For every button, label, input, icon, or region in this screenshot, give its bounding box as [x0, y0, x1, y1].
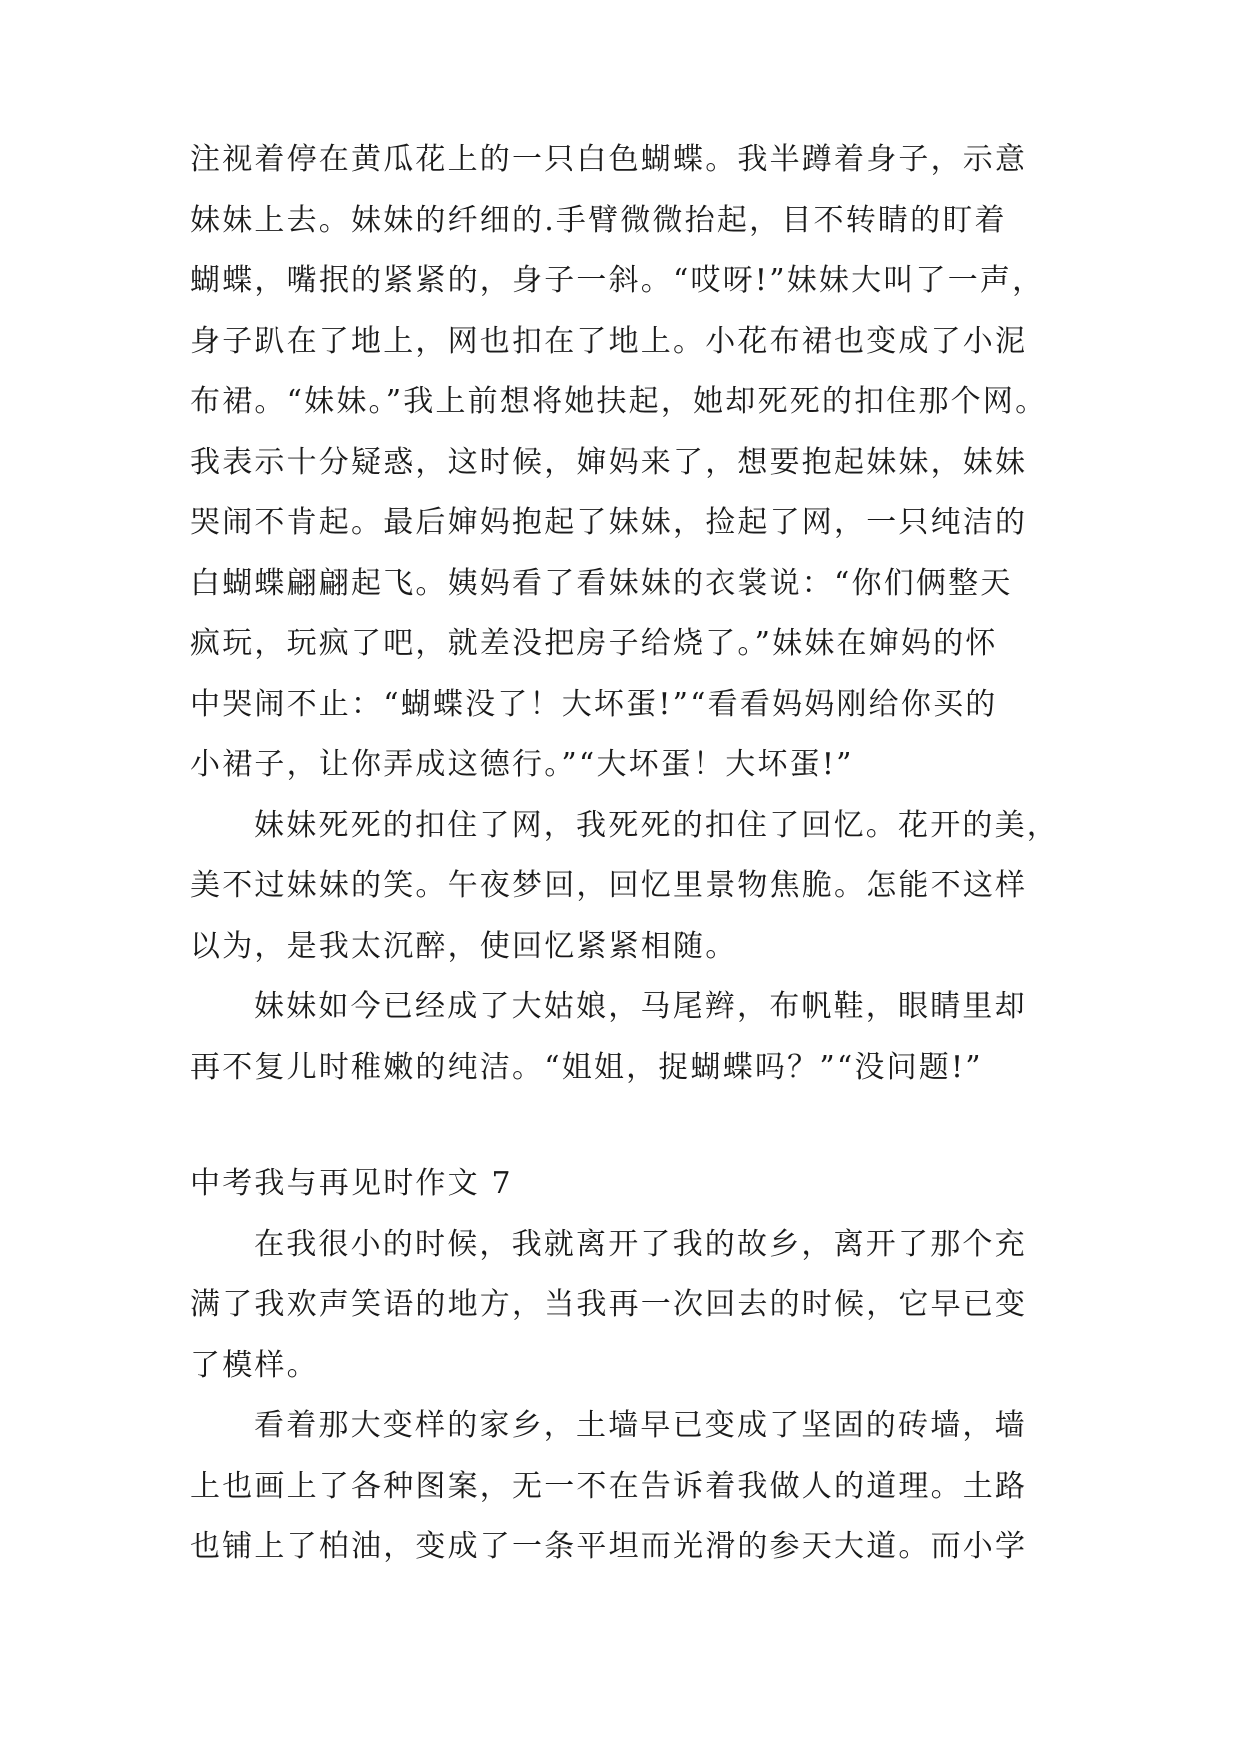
text-line: 妹妹如今已经成了大姑娘，马尾辫，布帆鞋，眼睛里却 [254, 989, 1027, 1024]
paragraph-continuation [190, 130, 1050, 796]
paragraph-2 [190, 796, 1059, 978]
paragraph-5 [190, 1396, 1050, 1578]
text-line: 小裙子，让你弄成这德行。”“大坏蛋！大坏蛋!” [190, 747, 854, 782]
text-line: 在我很小的时候，我就离开了我的故乡，离开了那个充 [254, 1226, 1027, 1262]
text-line: 蝴蝶，嘴抿的紧紧的，身子一斜。“哎呀!”妹妹大叫了一声， [190, 263, 1045, 298]
section-spacer [190, 1098, 1050, 1154]
text-line: 上也画上了各种图案，无一不在告诉着我做人的道理。土路 [190, 1468, 1028, 1504]
text-line: 看着那大变样的家乡，土墙早已变成了坚固的砖墙，墙 [254, 1408, 1027, 1443]
text-line: 妹妹死死的扣住了网，我死死的扣住了回忆。花开的美， [254, 807, 1059, 843]
paragraph-4 [190, 1215, 1050, 1397]
text-line: 满了我欢声笑语的地方，当我再一次回去的时候，它早已变 [190, 1287, 1028, 1322]
text-line: 中哭闹不止：“蝴蝶没了！大坏蛋!”“看看妈妈刚给你买的 [190, 686, 998, 722]
text-line: 也铺上了柏油，变成了一条平坦而光滑的参天大道。而小学 [190, 1529, 1028, 1564]
text-line: 布裙。“妹妹。”我上前想将她扶起，她却死死的扣住那个网。 [190, 384, 1048, 419]
text-line: 注视着停在黄瓜花上的一只白色蝴蝶。我半蹲着身子，示意 [190, 142, 1028, 177]
text-line: 再不复儿时稚嫩的纯洁。“姐姐，捉蝴蝶吗？”“没问题!” [190, 1049, 983, 1085]
paragraph-3 [190, 977, 1050, 1098]
text-line: 以为，是我太沉醉，使回忆紧紧相随。 [190, 928, 738, 964]
text-line: 哭闹不肯起。最后婶妈抱起了妹妹，捡起了网，一只纯洁的 [190, 505, 1028, 540]
text-line: 我表示十分疑惑，这时候，婶妈来了，想要抱起妹妹，妹妹 [190, 444, 1028, 480]
text-line: 了模样。 [190, 1347, 319, 1383]
text-line: 身子趴在了地上，网也扣在了地上。小花布裙也变成了小泥 [190, 323, 1028, 359]
text-line: 疯玩，玩疯了吧，就差没把房子给烧了。”妹妹在婶妈的怀 [190, 626, 998, 661]
text-line: 白蝴蝶翩翩起飞。姨妈看了看妹妹的衣裳说：“你们俩整天 [190, 565, 1013, 601]
text-line: 妹妹上去。妹妹的纤细的.手臂微微抬起，目不转睛的盯着 [190, 202, 1007, 238]
text-line: 美不过妹妹的笑。午夜梦回，回忆里景物焦脆。怎能不这样 [190, 868, 1028, 903]
section-title: 中考我与再见时作文 7 [190, 1166, 513, 1201]
document-body [190, 130, 1059, 1578]
